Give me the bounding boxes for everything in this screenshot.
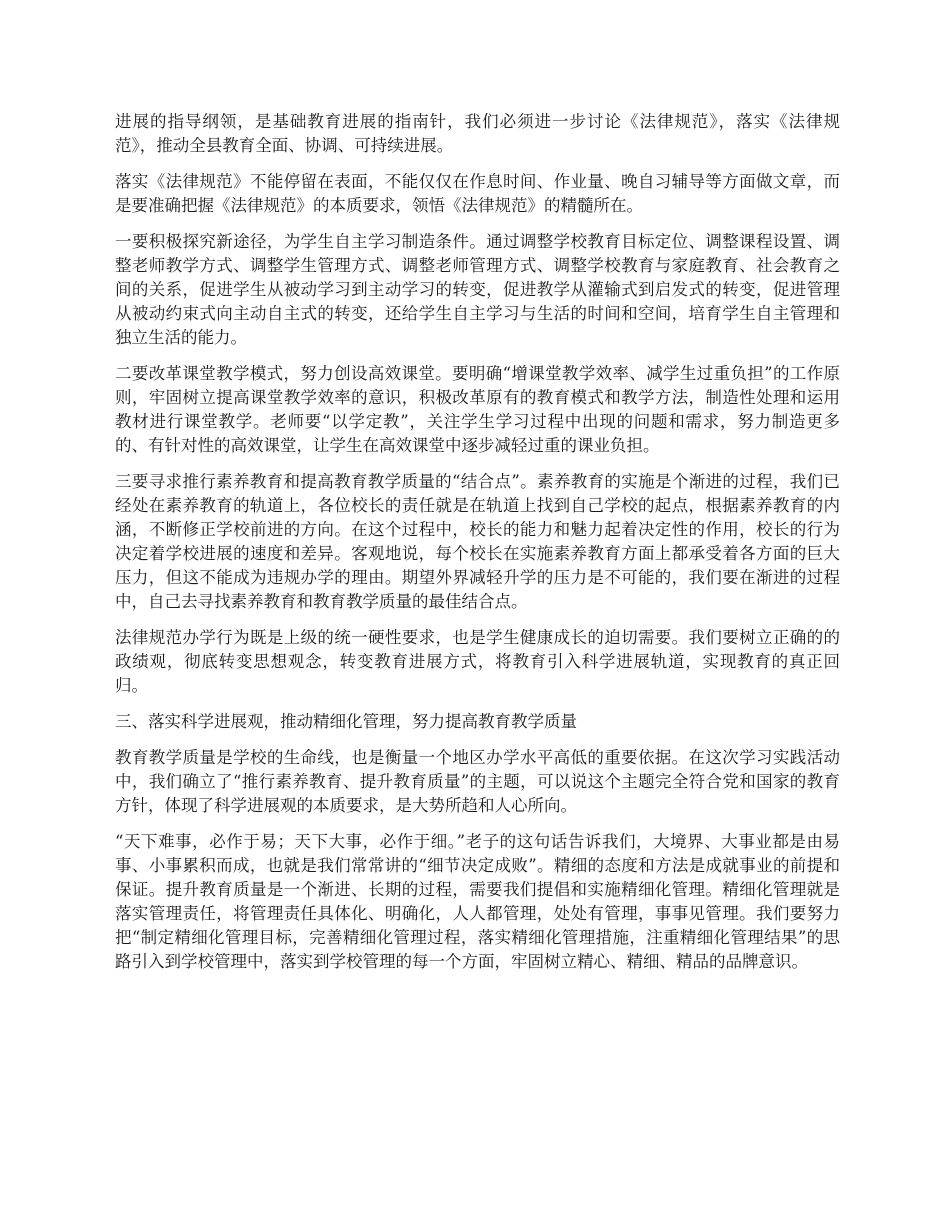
paragraph-5: 三要寻求推行素养教育和提高教育教学质量的“结合点”。素养教育的实施是个渐进的过程，我们已经处在素养教育的轨道上，各位校长的责任就是在轨道上找到自己学校的起点，根据素养教育的内涵，不断修正学校前进的方向。在这个过程中，校长的能力和魅力起着决定性的作用，校长的行为决定着学校进展的速度和差异。客观地说，每个校长在实施素养教育方面上都承受着各方面的巨大压力，但这不能成为违规办学的理由。期望外界减轻升学的压力是不可能的，我们要在渐进的过程中，自己去寻找素养教育和教育教学质量的最佳结合点。	[115, 472, 840, 611]
paragraph-8: 教育教学质量是学校的生命线，也是衡量一个地区办学水平高低的重要依据。在这次学习实践活动中，我们确立了“推行素养教育、提升教育质量”的主题，可以说这个主题完全符合党和国家的教育方针，体现了科学进展观的本质要求，是大势所趋和人心所向。	[115, 748, 840, 815]
paragraph-9: “天下难事，必作于易；天下大事，必作于细。”老子的这句话告诉我们，大境界、大事业都是由易事、小事累积而成，也就是我们常常讲的“细节决定成败”。精细的态度和方法是成就事业的前提和保证。提升教育质量是一个渐进、长期的过程，需要我们提倡和实施精细化管理。精细化管理就是落实管理责任，将管理责任具体化、明确化，人人都管理，处处有管理，事事见管理。我们要努力把“制定精细化管理目标，完善精细化管理过程，落实精细化管理措施，注重精细化管理结果”的思路引入到学校管理中，落实到学校管理的每一个方面，牢固树立精心、精细、精品的品牌意识。	[115, 832, 840, 971]
document-body	[115, 110, 840, 986]
paragraph-3: 一要积极探究新途径，为学生自主学习制造条件。通过调整学校教育目标定位、调整课程设置、调整老师教学方式、调整学生管理方式、调整老师管理方式、调整学校教育与家庭教育、社会教育之间的关系，促进学生从被动学习到主动学习的转变，促进教学从灌输式到启发式的转变，促进管理从被动约束式向主动自主式的转变，还给学生自主学习与生活的时间和空间，培育学生自主管理和独立生活的能力。	[115, 232, 840, 347]
paragraph-2: 落实《法律规范》不能停留在表面，不能仅仅在作息时间、作业量、晚自习辅导等方面做文章，而是要准确把握《法律规范》的本质要求，领悟《法律规范》的精髓所在。	[115, 172, 840, 215]
paragraph-4: 二要改革课堂教学模式，努力创设高效课堂。要明确“增课堂教学效率、减学生过重负担”的工作原则，牢固树立提高课堂教学效率的意识，积极改革原有的教育模式和教学方法，制造性处理和运用教材进行课堂教学。老师要“以学定教”，关注学生学习过程中出现的问题和需求，努力制造更多的、有针对性的高效课堂，让学生在高效课堂中逐步减轻过重的课业负担。	[115, 364, 840, 455]
section-heading: 三、落实科学进展观，推动精细化管理，努力提高教育教学质量	[115, 712, 577, 731]
paragraph-1: 进展的指导纲领，是基础教育进展的指南针，我们必须进一步讨论《法律规范》，落实《法律规范》，推动全县教育全面、协调、可持续进展。	[115, 112, 840, 155]
paragraph-6: 法律规范办学行为既是上级的统一硬性要求，也是学生健康成长的迫切需要。我们要树立正确的的政绩观，彻底转变思想观念，转变教育进展方式，将教育引入科学进展轨道，实现教育的真正回归。	[115, 628, 840, 695]
